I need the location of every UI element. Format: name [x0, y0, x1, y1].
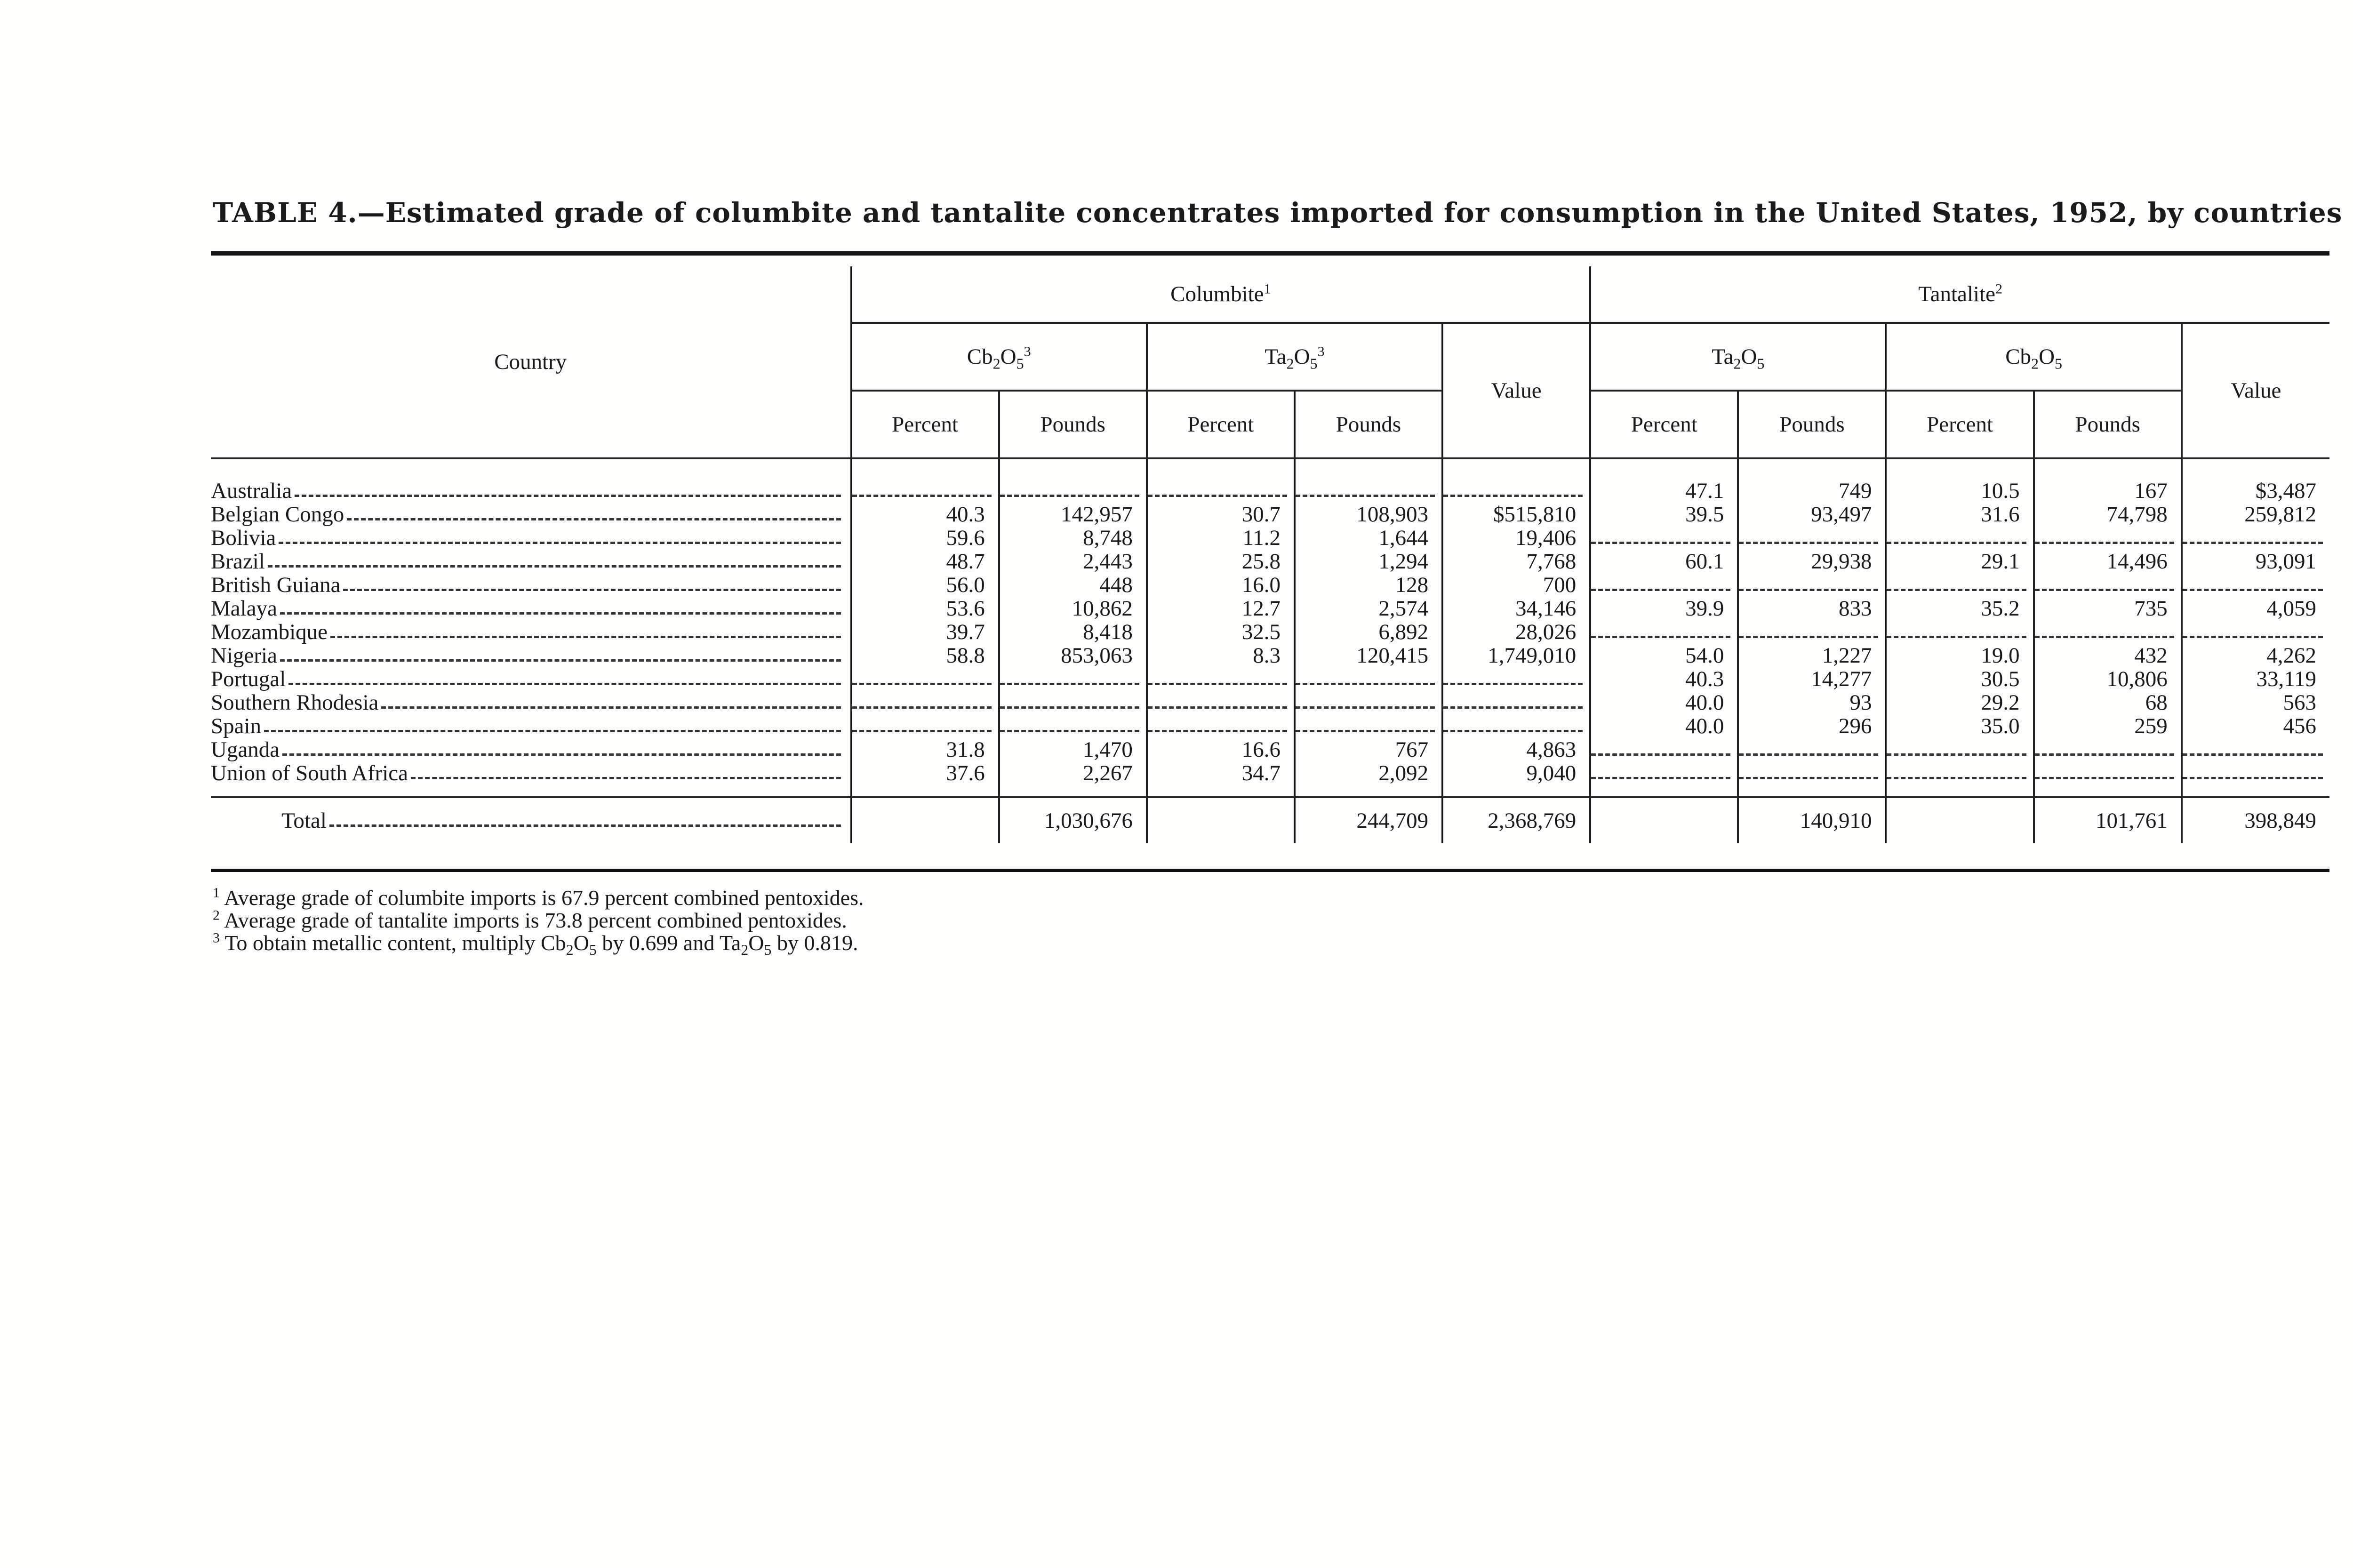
empty-leader [852, 495, 992, 497]
value-cell: 40.3 [851, 503, 999, 526]
table-title: TABLE 4.—Estimated grade of columbite and tantalite concentrates imported for consumption in the United States, 1952, by countries [213, 197, 2343, 229]
value-cell: 2,267 [999, 761, 1147, 785]
value-cell: 1,749,010 [1442, 644, 1590, 667]
table-body [211, 458, 2329, 843]
value-cell: 25.8 [1147, 550, 1295, 573]
value-cell: 735 [2034, 597, 2182, 620]
value-cell: 4,863 [1442, 738, 1590, 761]
country-cell [211, 573, 851, 597]
value-cell [1886, 797, 2033, 843]
value-cell: 2,092 [1295, 761, 1442, 785]
empty-leader [1443, 706, 1583, 709]
empty-leader [1443, 730, 1583, 732]
table-row [211, 597, 2329, 620]
empty-leader [1739, 542, 1878, 544]
empty-leader [1591, 636, 1730, 638]
empty-leader [2183, 777, 2323, 779]
leader-dots [329, 824, 841, 827]
leader-dots [268, 565, 841, 568]
value-cell [1886, 761, 2033, 785]
value-cell: 16.0 [1147, 573, 1295, 597]
country-cell [211, 550, 851, 573]
table-row [211, 503, 2329, 526]
empty-leader [1887, 753, 2026, 756]
empty-leader [1000, 730, 1139, 732]
value-cell: 53.6 [851, 597, 999, 620]
value-cell [1442, 691, 1590, 714]
value-cell: 40.0 [1590, 714, 1738, 738]
value-cell [2034, 573, 2182, 597]
value-cell: 35.2 [1886, 597, 2033, 620]
country-name: Uganda [211, 738, 281, 761]
country-cell [211, 620, 851, 644]
table-row [211, 691, 2329, 714]
columbite-cb2o5-header: $Cb_2O_5^3$ [851, 323, 1147, 391]
value-cell: 39.5 [1590, 503, 1738, 526]
spacer-row [211, 785, 2329, 797]
empty-leader [1148, 495, 1287, 497]
value-cell: 29.2 [1886, 691, 2033, 714]
value-cell: 54.0 [1590, 644, 1738, 667]
value-cell [2182, 738, 2329, 761]
empty-leader [1148, 706, 1287, 709]
table-row [211, 526, 2329, 550]
country-header: Country [211, 266, 851, 458]
value-cell: 33,119 [2182, 667, 2329, 691]
empty-leader [2183, 753, 2323, 756]
empty-leader [852, 683, 992, 685]
value-cell: 31.8 [851, 738, 999, 761]
value-cell: 1,294 [1295, 550, 1442, 573]
value-cell: 19.0 [1886, 644, 2033, 667]
empty-leader [2183, 636, 2323, 638]
table-row [211, 479, 2329, 503]
value-cell [999, 714, 1147, 738]
value-cell: 432 [2034, 644, 2182, 667]
value-cell [1442, 479, 1590, 503]
empty-leader [2035, 589, 2174, 591]
leader-dots [279, 542, 840, 544]
country-cell [211, 738, 851, 761]
value-cell: 853,063 [999, 644, 1147, 667]
empty-leader [1591, 777, 1730, 779]
country-name: Belgian Congo [211, 503, 346, 526]
empty-leader [1296, 730, 1435, 732]
value-cell: 9,040 [1442, 761, 1590, 785]
leader-dots [347, 518, 840, 520]
total-label: Total [281, 809, 328, 832]
table-row [211, 550, 2329, 573]
table-row [211, 761, 2329, 785]
leader-dots [288, 683, 840, 685]
value-cell [1295, 667, 1442, 691]
leader-dots [343, 589, 840, 591]
value-cell [1147, 714, 1295, 738]
columbite-value-header: Value [1442, 323, 1590, 458]
empty-leader [1739, 589, 1878, 591]
value-cell: 31.6 [1886, 503, 2033, 526]
value-cell: 39.7 [851, 620, 999, 644]
percent-header: Percent [1590, 391, 1738, 458]
leader-dots [280, 659, 841, 662]
value-cell: 40.0 [1590, 691, 1738, 714]
empty-leader [1000, 495, 1139, 497]
country-cell [211, 526, 851, 550]
value-cell: 101,761 [2034, 797, 2182, 843]
pounds-header: Pounds [1738, 391, 1886, 458]
value-cell: 16.6 [1147, 738, 1295, 761]
value-cell [1442, 667, 1590, 691]
value-cell: 93,091 [2182, 550, 2329, 573]
columbite-ta2o5-header: $Ta_2O_5^3$ [1147, 323, 1442, 391]
value-cell [1295, 714, 1442, 738]
value-cell: 14,277 [1738, 667, 1886, 691]
value-cell [1147, 479, 1295, 503]
value-cell [999, 479, 1147, 503]
value-cell [1147, 691, 1295, 714]
value-cell: 48.7 [851, 550, 999, 573]
value-cell [1442, 714, 1590, 738]
tantalite-ta2o5-header: $Ta_2O_5$ [1590, 323, 1886, 391]
value-cell [1295, 691, 1442, 714]
value-cell: 767 [1295, 738, 1442, 761]
country-name: Bolivia [211, 526, 278, 550]
value-cell [2182, 526, 2329, 550]
value-cell [1590, 761, 1738, 785]
value-cell [1886, 573, 2033, 597]
leader-dots [280, 612, 841, 615]
value-cell: 30.5 [1886, 667, 2033, 691]
value-cell: 398,849 [2182, 797, 2329, 843]
value-cell [2034, 526, 2182, 550]
value-cell: 28,026 [1442, 620, 1590, 644]
imports-table [211, 266, 2329, 843]
empty-leader [1296, 683, 1435, 685]
country-name: Malaya [211, 597, 279, 620]
value-cell [1590, 738, 1738, 761]
value-cell [1147, 667, 1295, 691]
country-name: Southern Rhodesia [211, 691, 380, 714]
value-cell [1590, 620, 1738, 644]
value-cell: 448 [999, 573, 1147, 597]
value-cell: 10.5 [1886, 479, 2033, 503]
footnote-1: $^1$ Average grade of columbite imports is 67.9 percent combined pentoxides. [213, 885, 864, 910]
value-cell: 167 [2034, 479, 2182, 503]
footnote-2: $^2$ Average grade of tantalite imports is 73.8 percent combined pentoxides. [213, 907, 847, 932]
footnote-3: $^3$ To obtain metallic content, multiply $Cb_2O_5$ by 0.699 and $Ta_2O_5$ by 0.819. [213, 930, 858, 959]
country-name: British Guiana [211, 573, 342, 597]
value-cell: 8,418 [999, 620, 1147, 644]
leader-dots [295, 495, 840, 497]
value-cell: $515,810 [1442, 503, 1590, 526]
empty-leader [1739, 636, 1878, 638]
empty-leader [2035, 777, 2174, 779]
country-name: Spain [211, 714, 263, 738]
leader-dots [330, 636, 841, 638]
value-cell: $3,487 [2182, 479, 2329, 503]
value-cell [2182, 573, 2329, 597]
value-cell [1590, 797, 1738, 843]
value-cell: 4,059 [2182, 597, 2329, 620]
empty-leader [1296, 495, 1435, 497]
value-cell: 2,443 [999, 550, 1147, 573]
value-cell [851, 691, 999, 714]
value-cell: 10,862 [999, 597, 1147, 620]
value-cell: 4,262 [2182, 644, 2329, 667]
empty-leader [1739, 777, 1878, 779]
tantalite-value-header: Value [2182, 323, 2329, 458]
value-cell [2034, 761, 2182, 785]
value-cell [1886, 620, 2033, 644]
country-cell [211, 667, 851, 691]
country-cell [211, 691, 851, 714]
value-cell [851, 667, 999, 691]
tantalite-header: Tantalite$^2$ [1590, 266, 2329, 323]
value-cell: 244,709 [1295, 797, 1442, 843]
empty-leader [1739, 753, 1878, 756]
value-cell: 10,806 [2034, 667, 2182, 691]
value-cell: 7,768 [1442, 550, 1590, 573]
country-name: Australia [211, 479, 294, 503]
table-row [211, 667, 2329, 691]
empty-leader [1887, 542, 2026, 544]
leader-dots [411, 777, 841, 779]
empty-leader [1887, 589, 2026, 591]
pounds-header: Pounds [2034, 391, 2182, 458]
value-cell: 128 [1295, 573, 1442, 597]
value-cell: 59.6 [851, 526, 999, 550]
country-cell [211, 714, 851, 738]
country-name: Brazil [211, 550, 267, 573]
empty-leader [1591, 589, 1730, 591]
value-cell: 2,574 [1295, 597, 1442, 620]
country-cell [211, 479, 851, 503]
value-cell: 140,910 [1738, 797, 1886, 843]
value-cell: 563 [2182, 691, 2329, 714]
value-cell: 58.8 [851, 644, 999, 667]
value-cell: 11.2 [1147, 526, 1295, 550]
value-cell: 259,812 [2182, 503, 2329, 526]
value-cell: 259 [2034, 714, 2182, 738]
empty-leader [2183, 542, 2323, 544]
empty-leader [1591, 542, 1730, 544]
value-cell: 40.3 [1590, 667, 1738, 691]
value-cell: 1,644 [1295, 526, 1442, 550]
country-cell [211, 761, 851, 785]
empty-leader [1148, 683, 1287, 685]
country-name: Mozambique [211, 620, 329, 644]
empty-leader [2035, 636, 2174, 638]
value-cell: 6,892 [1295, 620, 1442, 644]
value-cell: 29.1 [1886, 550, 2033, 573]
value-cell: 108,903 [1295, 503, 1442, 526]
table-row [211, 620, 2329, 644]
country-cell [211, 503, 851, 526]
value-cell [999, 667, 1147, 691]
empty-leader [1887, 777, 2026, 779]
value-cell: 68 [2034, 691, 2182, 714]
value-cell: 74,798 [2034, 503, 2182, 526]
value-cell: 1,227 [1738, 644, 1886, 667]
empty-leader [2183, 589, 2323, 591]
empty-leader [1591, 753, 1730, 756]
value-cell [1886, 738, 2033, 761]
value-cell: 120,415 [1295, 644, 1442, 667]
value-cell: 32.5 [1147, 620, 1295, 644]
footnotes [213, 885, 864, 959]
top-rule [211, 251, 2329, 256]
country-name: Portugal [211, 667, 288, 691]
value-cell [851, 714, 999, 738]
value-cell [851, 797, 999, 843]
value-cell: 93 [1738, 691, 1886, 714]
percent-header: Percent [851, 391, 999, 458]
country-cell [211, 644, 851, 667]
value-cell: 749 [1738, 479, 1886, 503]
table-row [211, 714, 2329, 738]
value-cell [1738, 573, 1886, 597]
value-cell: 296 [1738, 714, 1886, 738]
value-cell: 47.1 [1590, 479, 1738, 503]
total-row [211, 797, 2329, 843]
country-name: Union of South Africa [211, 761, 410, 785]
value-cell: 8,748 [999, 526, 1147, 550]
empty-leader [1000, 706, 1139, 709]
tantalite-cb2o5-header: $Cb_2O_5$ [1886, 323, 2181, 391]
value-cell: 1,030,676 [999, 797, 1147, 843]
value-cell: 39.9 [1590, 597, 1738, 620]
value-cell [1738, 738, 1886, 761]
empty-leader [1148, 730, 1287, 732]
empty-leader [1000, 683, 1139, 685]
value-cell: 8.3 [1147, 644, 1295, 667]
total-label-cell [211, 797, 851, 843]
table-row [211, 644, 2329, 667]
value-cell: 14,496 [2034, 550, 2182, 573]
empty-leader [1443, 683, 1583, 685]
country-name: Nigeria [211, 644, 279, 667]
pounds-header: Pounds [999, 391, 1147, 458]
country-cell [211, 597, 851, 620]
value-cell [1738, 761, 1886, 785]
columbite-header: Columbite$^1$ [851, 266, 1591, 323]
leader-dots [282, 753, 840, 756]
value-cell [851, 479, 999, 503]
value-cell [1738, 526, 1886, 550]
value-cell [1590, 573, 1738, 597]
leader-dots [381, 706, 840, 709]
value-cell: 34,146 [1442, 597, 1590, 620]
empty-leader [852, 706, 992, 709]
value-cell [2034, 738, 2182, 761]
value-cell: 29,938 [1738, 550, 1886, 573]
value-cell: 700 [1442, 573, 1590, 597]
value-cell: 35.0 [1886, 714, 2033, 738]
value-cell: 93,497 [1738, 503, 1886, 526]
value-cell: 456 [2182, 714, 2329, 738]
bottom-rule [211, 869, 2329, 872]
value-cell: 1,470 [999, 738, 1147, 761]
empty-leader [2035, 542, 2174, 544]
table-row [211, 573, 2329, 597]
value-cell [2182, 620, 2329, 644]
value-cell: 833 [1738, 597, 1886, 620]
value-cell: 34.7 [1147, 761, 1295, 785]
value-cell [1295, 479, 1442, 503]
pounds-header: Pounds [1295, 391, 1442, 458]
table-row [211, 738, 2329, 761]
value-cell [1147, 797, 1295, 843]
value-cell: 12.7 [1147, 597, 1295, 620]
value-cell [2182, 761, 2329, 785]
empty-leader [2035, 753, 2174, 756]
value-cell [1738, 620, 1886, 644]
leader-dots [264, 730, 841, 732]
value-cell [999, 691, 1147, 714]
value-cell [2034, 620, 2182, 644]
empty-leader [1887, 636, 2026, 638]
percent-header: Percent [1886, 391, 2033, 458]
value-cell: 56.0 [851, 573, 999, 597]
empty-leader [852, 730, 992, 732]
value-cell: 2,368,769 [1442, 797, 1590, 843]
value-cell [1886, 526, 2033, 550]
value-cell: 142,957 [999, 503, 1147, 526]
value-cell: 30.7 [1147, 503, 1295, 526]
percent-header: Percent [1147, 391, 1295, 458]
value-cell: 19,406 [1442, 526, 1590, 550]
empty-leader [1443, 495, 1583, 497]
value-cell [1590, 526, 1738, 550]
empty-leader [1296, 706, 1435, 709]
value-cell: 60.1 [1590, 550, 1738, 573]
value-cell: 37.6 [851, 761, 999, 785]
